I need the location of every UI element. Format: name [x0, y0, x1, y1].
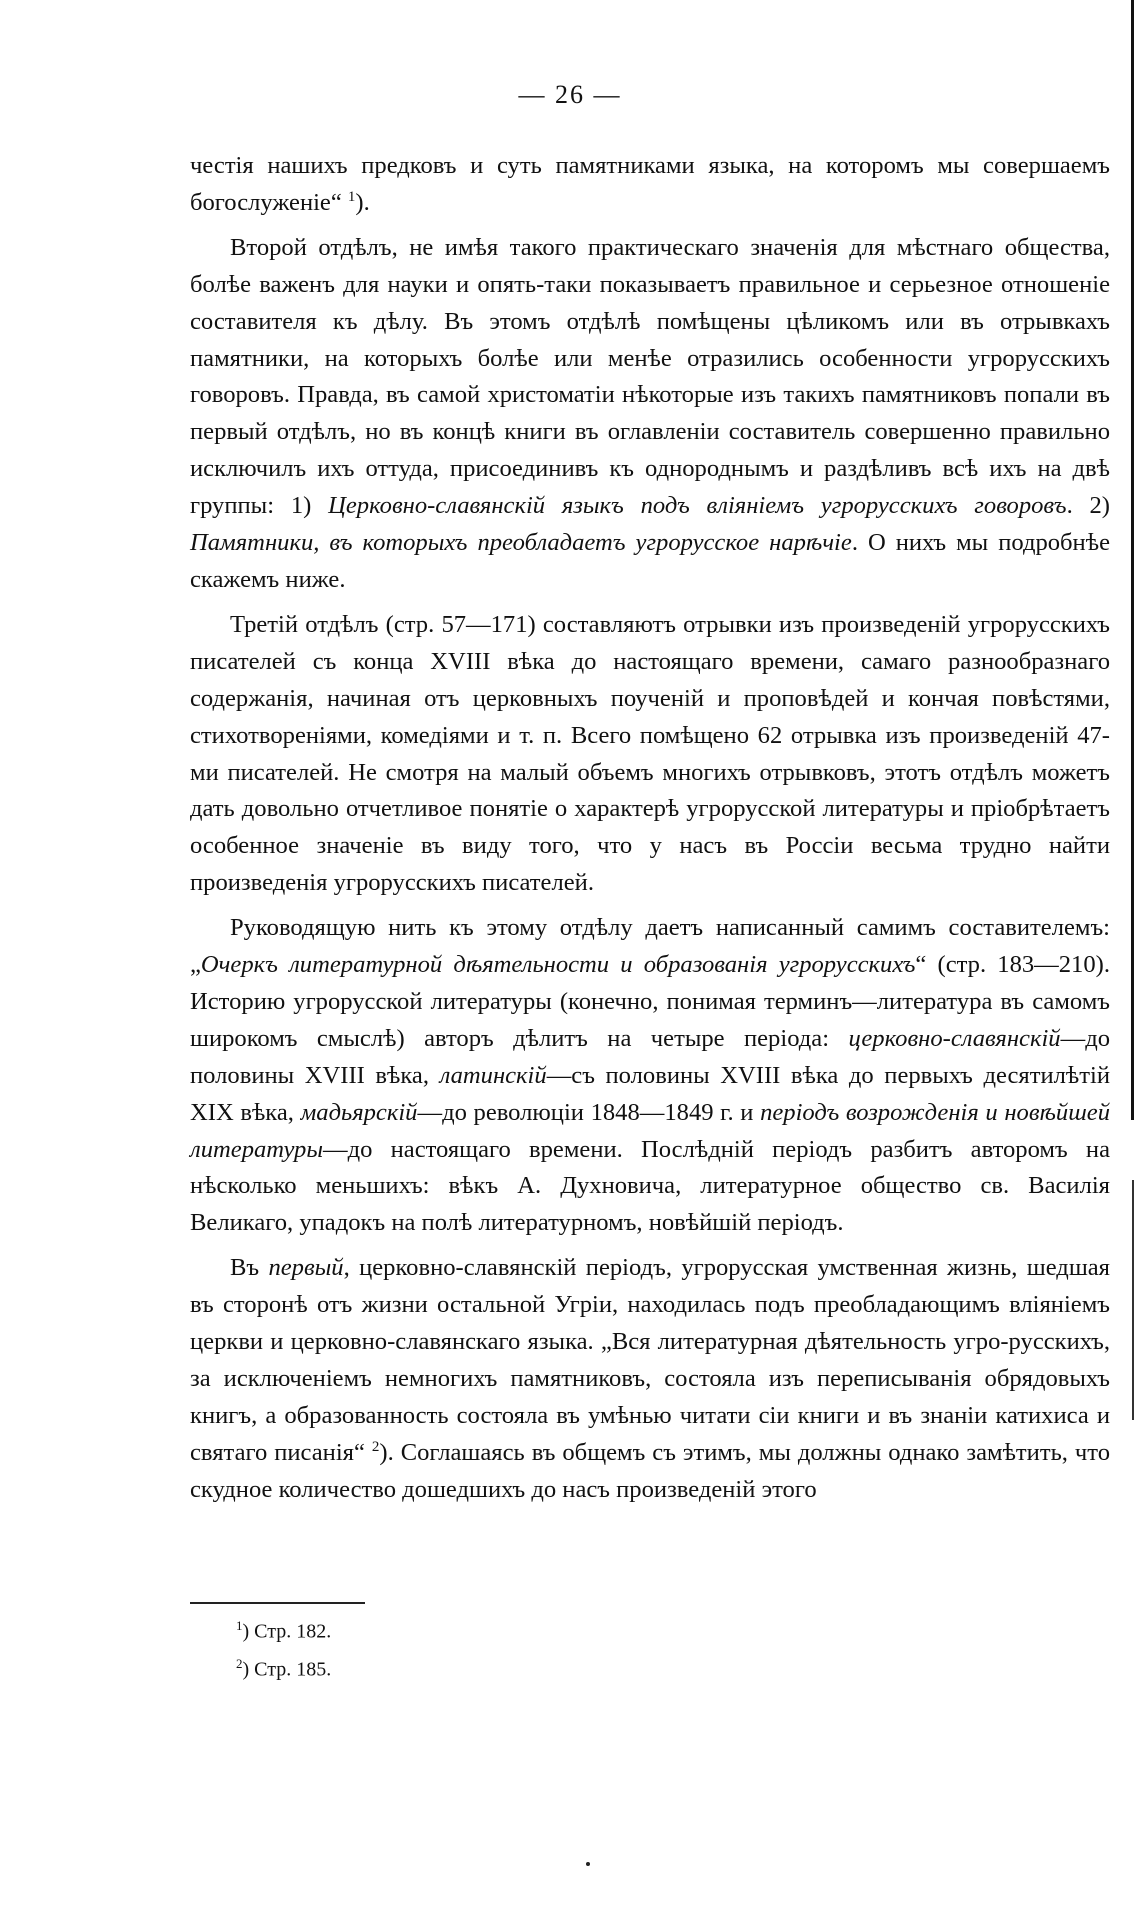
- p2-text-2: . 2): [1066, 492, 1110, 520]
- paragraph-3: Третій отдѣлъ (стр. 57—171) составляютъ отрывки изъ произведеній угрорусскихъ писателей съ конца XVIII вѣка до настоящаго времени, самаго разнообразнаго содержанія, начиная отъ церковныхъ поученій и проповѣдей и кончая повѣстями, стихотвореніями, комедіями и т. п. Всего помѣщено 62 отрывка изъ произведеній 47-ми писателей. Не смотря на малый объемъ многихъ отрывковъ, этотъ отдѣлъ можетъ дать довольно отчетливое понятіе о характерѣ угрорусской литературы и пріобрѣтаетъ особенное значеніе въ виду того, что у насъ въ Россіи весьма трудно найти произведенія угрорусскихъ писателей.: [190, 610, 1110, 897]
- p4-italic-3: латинскій: [439, 1061, 547, 1089]
- p2-text-3: . О нихъ мы подробнѣе скажемъ ниже.: [190, 529, 1110, 593]
- page-number: — 26 —: [518, 80, 622, 109]
- p5-italic-1: первый: [268, 1254, 344, 1282]
- paragraph-4: [190, 910, 1110, 1242]
- footnote-1-text: ) Стр. 182.: [242, 1620, 332, 1643]
- scan-edge-line: [1131, 0, 1134, 1120]
- paragraph-1-text: честія нашихъ предковъ и суть памятниками языка, на которомъ мы совершаемъ богослуженіе“: [190, 152, 1110, 216]
- footnote-ref-1[interactable]: 1: [347, 188, 356, 205]
- p5-text-3: ). Соглашаясь въ общемъ съ этимъ, мы должны однако замѣтить, что скудное количество дошедшихъ до насъ произведеній этого: [190, 1438, 1110, 1503]
- footnote-2-text: ) Стр. 185.: [242, 1658, 332, 1681]
- p4-text-1: Руководящую нить къ этому отдѣлу даетъ написанный самимъ составителемъ: „: [190, 914, 1110, 979]
- footnote-2-mark: 2: [236, 1655, 243, 1671]
- paragraph-1-tail: ).: [355, 188, 370, 216]
- p4-text-5: —до революціи 1848—1849 г. и: [417, 1098, 761, 1126]
- body-text: [190, 148, 1110, 1517]
- footnote-2: [236, 1648, 331, 1686]
- print-speck: [586, 1862, 590, 1866]
- p4-italic-1: Очеркъ литературной дѣятельности и образованія угрорусскихъ: [200, 951, 916, 979]
- paragraph-2: [190, 230, 1110, 599]
- p4-text-3: —до половины XVIII вѣка,: [190, 1024, 1110, 1089]
- p4-italic-2: церковно-славянскій: [848, 1024, 1061, 1052]
- p5-text-1: Въ: [230, 1254, 269, 1282]
- paragraph-1: [190, 148, 1110, 222]
- footnote-ref-2[interactable]: 2: [371, 1438, 380, 1455]
- paragraph-5: [190, 1250, 1110, 1508]
- footnote-1-mark: 1: [236, 1618, 243, 1633]
- p4-text-2: “ (стр. 183—210). Историю угрорусской литературы (конечно, понимая терминъ—литература въ самомъ широкомъ смыслѣ) авторъ дѣлитъ на четыре періода:: [190, 951, 1110, 1052]
- scan-edge-line-lower: [1132, 1180, 1134, 1420]
- footnote-1: [236, 1610, 331, 1648]
- p2-text-1: Второй отдѣлъ, не имѣя такого практическаго значенія для мѣстнаго общества, болѣе важенъ для науки и опять-таки показываетъ правильное и серьезное отношеніе составителя къ дѣлу. Въ этомъ отдѣлѣ помѣщены цѣликомъ или въ отрывкахъ памятники, на которыхъ болѣе или менѣе отразились особенности угрорусскихъ говоровъ. Правда, въ самой христоматіи нѣкоторые изъ такихъ памятниковъ попали въ первый отдѣлъ, но въ концѣ книги въ оглавленіи составитель совершенно правильно исключилъ ихъ оттуда, присоединивъ къ однороднымъ и раздѣливъ всѣ ихъ на двѣ группы: 1): [190, 233, 1110, 520]
- p4-italic-4: мадьярскій: [300, 1098, 418, 1126]
- footnote-separator: [190, 1602, 365, 1604]
- p2-italic-1: Церковно-славянскій языкъ подъ вліяніемъ угрорусскихъ говоровъ: [328, 492, 1067, 520]
- p4-text-6: —до настоящаго времени. Послѣдній періодъ разбитъ авторомъ на нѣсколько меньшихъ: вѣкъ А. Духновича, литературное общество св. Василія Великаго, упадокъ на полѣ литературномъ, новѣйшій періодъ.: [190, 1135, 1110, 1237]
- p4-text-4: —съ половины XVIII вѣка до первыхъ десятилѣтій XIX вѣка,: [190, 1061, 1110, 1126]
- p2-italic-2: Памятники, въ которыхъ преобладаетъ угрорусское нарѣчіе: [190, 529, 852, 557]
- p5-text-2: , церковно-славянскій періодъ, угрорусская умственная жизнь, шедшая въ сторонѣ отъ жизни остальной Угріи, находилась подъ преобладающимъ вліяніемъ церкви и церковно-славянскаго языка. „Вся литературная дѣятельность угро-русскихъ, за исключеніемъ немногихъ памятниковъ, состояла изъ переписыванія обрядовыхъ книгъ, а образованность состояла въ умѣнью читати сіи книги и въ знаніи катихиса и святаго писанія“: [190, 1254, 1110, 1466]
- p4-italic-5: періодъ возрожденія и новѣйшей литературы: [190, 1098, 1110, 1163]
- footnotes: [236, 1610, 331, 1685]
